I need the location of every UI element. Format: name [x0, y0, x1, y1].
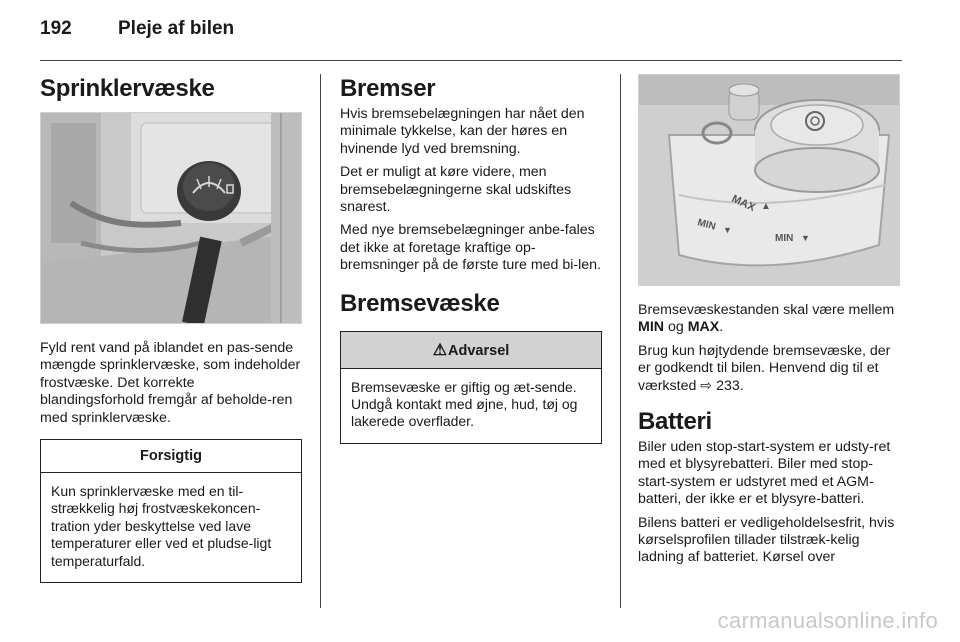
page-number: 192 — [40, 18, 72, 39]
brakes-paragraph-1: Hvis bremsebelægningen har nået den minimale tykkelse, kan der høres en hvinende lyd ved bremsning. — [340, 106, 585, 157]
column-divider — [320, 74, 321, 608]
max-label: MAX — [729, 192, 757, 215]
header-divider — [40, 60, 902, 61]
min-label-right: MIN — [775, 233, 794, 244]
brake-fluid-reservoir-photo — [638, 74, 900, 286]
warning-triangle-icon: ⚠ — [432, 341, 448, 359]
arrow-ref-icon: ⇨ — [700, 377, 713, 394]
warning-text: Bremsevæske er giftig og æt-sende. Undgå kontakt med øjne, hud, tøj og lakerede overflader. — [351, 378, 578, 430]
section-title-brakes: Bremser — [340, 75, 436, 102]
washer-fluid-photo — [40, 112, 302, 324]
warning-heading: Advarsel — [448, 342, 510, 359]
washer-fluid-text: Fyld rent vand på iblandet en pas-sende mængde sprinklervæske, som indeholder frostvæske. Det korrekte blandingsforhold fremgår af beholde-ren med sprinklervæske. — [40, 340, 301, 426]
warning-box — [340, 331, 602, 444]
page-reference-link[interactable]: 233 — [716, 377, 740, 394]
column-brakes — [340, 74, 602, 444]
section-title-washer-fluid: Sprinklervæske — [40, 75, 215, 102]
section-title-battery: Batteri — [638, 408, 712, 436]
caution-box — [40, 439, 302, 583]
warning-header — [341, 332, 601, 369]
column-brake-fluid-battery — [638, 74, 900, 573]
chapter-title: Pleje af bilen — [118, 18, 235, 39]
min-arrow-icon: ▼ — [723, 225, 732, 235]
section-title-brake-fluid: Bremsevæske — [340, 289, 500, 317]
page-header — [40, 18, 234, 46]
caution-text: Kun sprinklervæske med en til-strækkelig høj frostvæskekoncen-tration yder beskyttelse ved lave temperaturer eller ved et pludse-ligt temperaturfald. — [51, 483, 272, 569]
min-arrow-icon: ▼ — [801, 233, 810, 243]
battery-paragraph-1: Biler uden stop-start-system er udsty-ret med et blysyrebatteri. Biler med stop-start-system er udstyret med et AGM-batteri, der ikke er et blysyre-batteri. — [638, 439, 891, 508]
column-divider — [620, 74, 621, 608]
brakes-paragraph-3: Med nye bremsebelægninger anbe-fales det ikke at foretage kraftige op-bremsninger på de første ture med bi-len. — [340, 222, 602, 274]
watermark-text: carmanualsonline.info — [717, 608, 938, 633]
brake-fluid-level-text: Bremsevæskestanden skal være mellem MIN og MAX. — [638, 302, 895, 336]
caution-heading: Forsigtig — [41, 440, 301, 473]
brake-fluid-type-text: Brug kun højtydende bremsevæske, der er godkendt til bilen. Henvend dig til et værksted ⇨ 233. — [638, 342, 891, 394]
column-washer-fluid — [40, 74, 302, 583]
brakes-paragraph-2: Det er muligt at køre videre, men bremsebelægningerne skal udskiftes snarest. — [340, 164, 572, 216]
min-label-left: MIN — [696, 217, 717, 233]
max-arrow-icon: ▲ — [761, 201, 771, 212]
battery-paragraph-2: Bilens batteri er vedligeholdelsesfrit, hvis kørselsprofilen tillader tilstræk-kelig ladning af batteriet. Kørsel over — [638, 514, 895, 566]
